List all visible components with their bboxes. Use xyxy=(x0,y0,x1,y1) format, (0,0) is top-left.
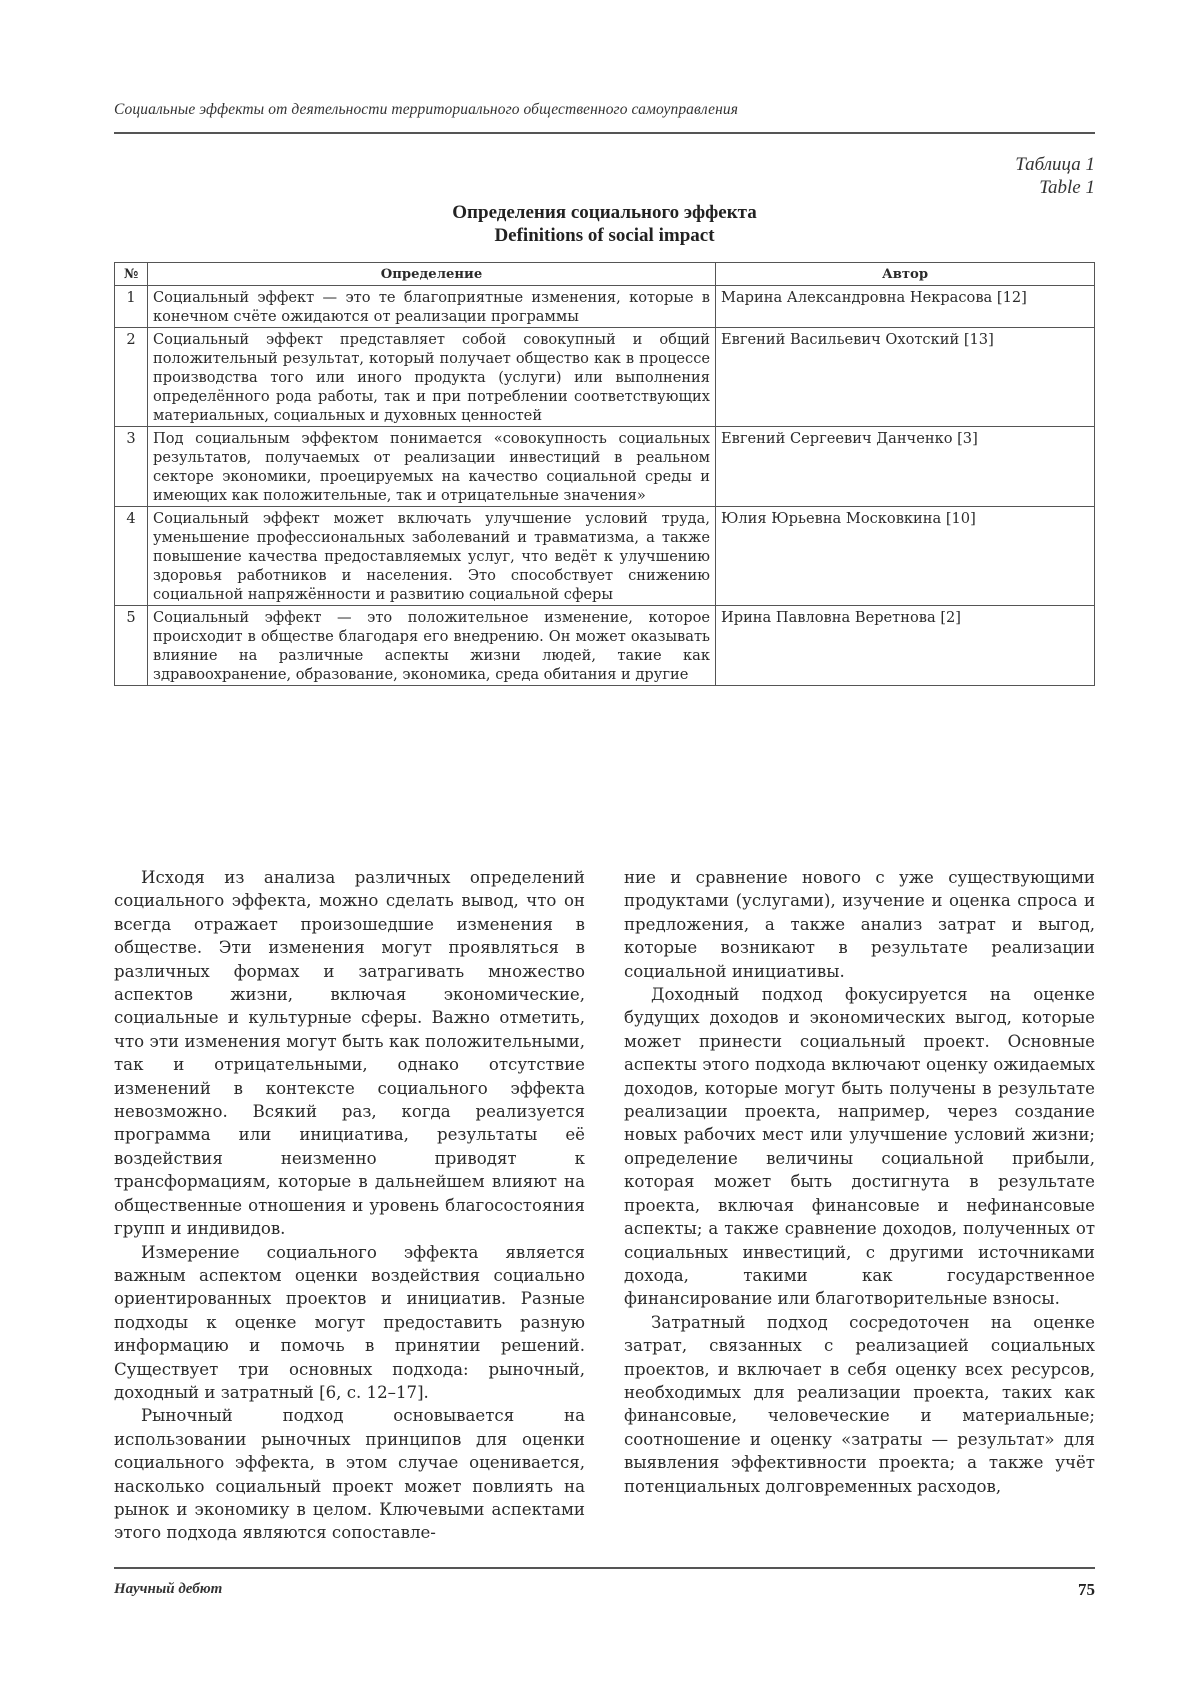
page-number: 75 xyxy=(1078,1580,1095,1599)
row-definition: Социальный эффект — это те благоприятные изменения, которые в конечном счёте ожидаются от реализации программы xyxy=(148,286,716,328)
row-author: Евгений Сергеевич Данченко [3] xyxy=(716,427,1095,507)
row-definition: Под социальным эффектом понимается «совокупность социальных результатов, получаемых от реализации инвестиций в реальном секторе экономики, проецируемых на качество социальной среды и имеющих как положительные, так и отрицательные значения» xyxy=(148,427,716,507)
paragraph: Исходя из анализа различных определений социального эффекта, можно сделать вывод, что он всегда отражает произошедшие изменения в обществе. Эти изменения могут проявляться в различных формах и затрагивать множество аспектов жизни, включая экономические, социальные и культурные сферы. Важно отметить, что эти изменения могут быть как положительными, так и отрицательными, однако отсутствие изменений в контексте социального эффекта невозможно. Всякий раз, когда реализуется программа или инициатива, результаты её воздействия неизменно приводят к трансформациям, которые в дальнейшем влияют на общественные отношения и уровень благосостояния групп и индивидов. xyxy=(114,868,585,1239)
running-title: Социальные эффекты от деятельности территориального общественного самоуправления xyxy=(114,101,739,118)
table-row xyxy=(115,328,1095,427)
table-label-ru: Таблица 1 xyxy=(1015,154,1095,175)
body-column-left xyxy=(114,866,585,1545)
footer-rule xyxy=(114,1567,1095,1569)
row-author: Марина Александровна Некрасова [12] xyxy=(716,286,1095,328)
body-column-right xyxy=(624,866,1095,1498)
row-number: 2 xyxy=(115,328,148,427)
row-number: 4 xyxy=(115,507,148,606)
column-header-number: № xyxy=(115,263,148,286)
paragraph: Затратный подход сосредоточен на оценке затрат, связанных с реализацией социальных проектов, и включает в себя оценку всех ресурсов, необходимых для реализации проекта, таких как финансовые, человеческие и материальные; соотношение и оценку «затраты — результат» для выявления эффективности проекта; а также учёт потенциальных долговременных расходов, xyxy=(624,1312,1095,1496)
row-definition: Социальный эффект — это положительное изменение, которое происходит в обществе благодаря его внедрению. Он может оказывать влияние на различные аспекты жизни людей, такие как здравоохранение, образование, экономика, среда обитания и другие xyxy=(148,606,716,686)
row-author: Юлия Юрьевна Московкина [10] xyxy=(716,507,1095,606)
journal-name: Научный дебют xyxy=(114,1581,223,1597)
row-number: 5 xyxy=(115,606,148,686)
paragraph-continuation: ние и сравнение нового с уже существующими продуктами (услугами), изучение и оценка спроса и предложения, а также анализ затрат и выгод, которые возникают в результате реализации социальной инициативы. xyxy=(624,868,1095,981)
table-row xyxy=(115,427,1095,507)
table-row xyxy=(115,507,1095,606)
paragraph: Доходный подход фокусируется на оценке будущих доходов и экономических выгод, которые может принести социальный проект. Основные аспекты этого подхода включают оценку ожидаемых доходов, которые могут быть получены в результате реализации проекта, например, через создание новых рабочих мест или улучшение условий жизни; определение величины социальной прибыли, которая может быть достигнута в результате проекта, включая финансовые и нефинансовые аспекты; а также сравнение доходов, полученных от социальных инвестиций, с другими источниками дохода, такими как государственное финансирование или благотворительные взносы. xyxy=(624,985,1095,1309)
row-number: 3 xyxy=(115,427,148,507)
table-header-row xyxy=(115,263,1095,286)
table-title-en: Definitions of social impact xyxy=(494,225,715,246)
row-author: Ирина Павловна Веретнова [2] xyxy=(716,606,1095,686)
table-row xyxy=(115,286,1095,328)
header-rule xyxy=(114,132,1095,134)
column-header-author: Автор xyxy=(716,263,1095,286)
definitions-table xyxy=(114,262,1095,686)
row-definition: Социальный эффект представляет собой совокупный и общий положительный результат, который получает общество как в процессе производства того или иного продукта (услуги) или выполнения определённого рода работы, так и при потреблении соответствующих материальных, социальных и духовных ценностей xyxy=(148,328,716,427)
table-title-ru: Определения социального эффекта xyxy=(452,202,757,223)
table-label-en: Table 1 xyxy=(1039,177,1095,198)
row-author: Евгений Васильевич Охотский [13] xyxy=(716,328,1095,427)
row-definition: Социальный эффект может включать улучшение условий труда, уменьшение профессиональных заболеваний и травматизма, а также повышение качества предоставляемых услуг, что ведёт к улучшению здоровья работников и населения. Это способствует снижению социальной напряжённости и развитию социальной сферы xyxy=(148,507,716,606)
row-number: 1 xyxy=(115,286,148,328)
column-header-definition: Определение xyxy=(148,263,716,286)
paragraph: Рыночный подход основывается на использовании рыночных принципов для оценки социального эффекта, в этом случае оценивается, насколько социальный проект может повлиять на рынок и экономику в целом. Ключевыми аспектами этого подхода являются сопоставле- xyxy=(114,1406,585,1543)
paragraph: Измерение социального эффекта является важным аспектом оценки воздействия социально ориентированных проектов и инициатив. Разные подходы к оценке могут предоставить разную информацию и помочь в принятии решений. Существует три основных подхода: рыночный, доходный и затратный [6, с. 12–17]. xyxy=(114,1242,585,1402)
table-row xyxy=(115,606,1095,686)
